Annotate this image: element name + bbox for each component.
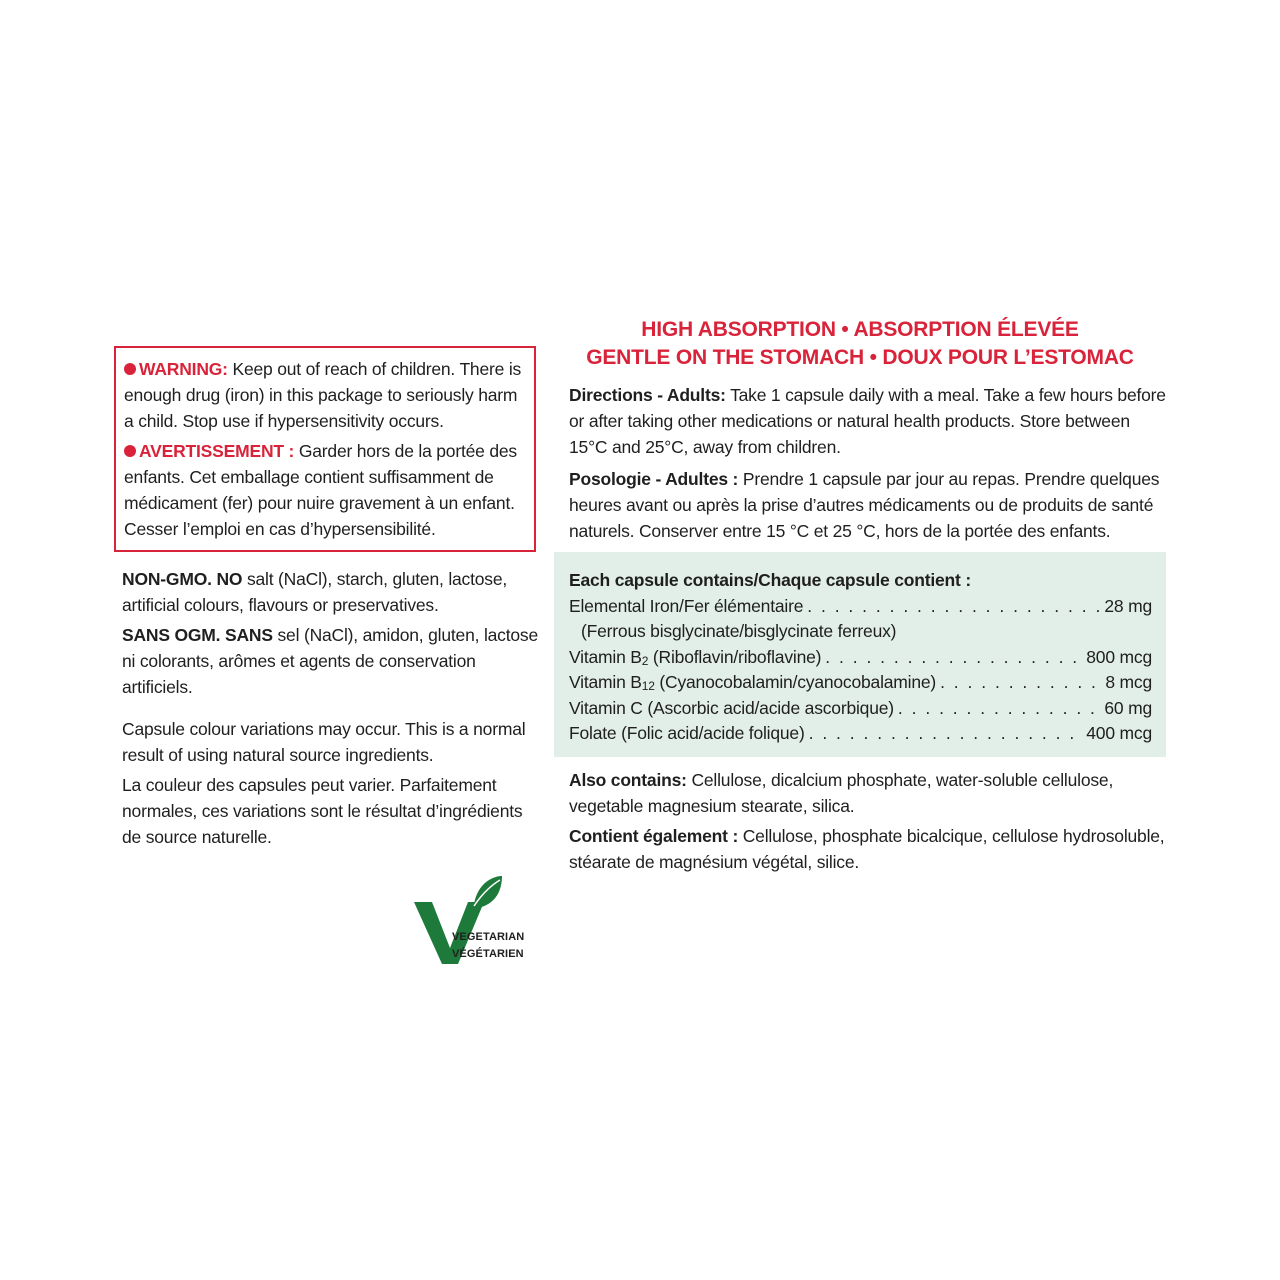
- headline: [554, 316, 1166, 372]
- also-contains-section: [554, 767, 1166, 875]
- non-gmo-section: [114, 566, 538, 700]
- non-gmo-fr: [122, 622, 538, 700]
- warning-fr: [124, 438, 524, 542]
- leader-dots: [809, 721, 1083, 747]
- also-contains-fr-label: Contient également :: [569, 825, 739, 846]
- ingredient-label: Vitamin $B_{12}$ (Cyanocobalamin/cyanocobalamine): [569, 672, 937, 693]
- non-gmo-en: [122, 566, 538, 618]
- headline-line2: GENTLE ON THE STOMACH • DOUX POUR L’ESTOMAC: [586, 346, 1134, 369]
- warning-fr-label: AVERTISSEMENT :: [139, 441, 295, 461]
- warning-dot-icon: [124, 363, 136, 375]
- non-gmo-fr-label: SANS OGM. SANS: [122, 625, 273, 645]
- leader-dots: [940, 670, 1101, 696]
- right-column: [554, 316, 1166, 875]
- vegetarian-label: [452, 929, 524, 963]
- directions-en: [569, 382, 1166, 460]
- leader-dots: [898, 696, 1100, 722]
- warning-fr-text: Garder hors de la portée des enfants. Cet emballage contient suffisamment de médicament (fer) pour nuire gravement à un enfant. Cesser l’emploi en cas d’hypersensibilité.: [124, 441, 517, 539]
- leader-dots: [807, 594, 1100, 620]
- ingredient-row-b12: [569, 670, 1152, 696]
- warning-en-text: Keep out of reach of children. There is enough drug (iron) in this package to seriously harm a child. Stop use if hypersensitivity occurs.: [124, 359, 522, 431]
- ingredient-value: 60 mg: [1104, 697, 1152, 718]
- warning-dot-icon: [124, 445, 136, 457]
- ingredient-label: Vitamin C (Ascorbic acid/acide ascorbique): [569, 697, 894, 718]
- ingredient-row-iron: [569, 594, 1152, 620]
- ingredient-label: Folate (Folic acid/acide folique): [569, 723, 805, 743]
- ingredient-value: 400 mcg: [1086, 723, 1152, 743]
- vegetarian-en: VEGETARIAN: [452, 931, 525, 943]
- ingredient-iron-source: (Ferrous bisglycinate/bisglycinate ferreux): [581, 621, 897, 641]
- directions-en-label: Directions - Adults:: [569, 385, 726, 405]
- headline-line1: HIGH ABSORPTION • ABSORPTION ÉLEVÉE: [641, 318, 1079, 341]
- non-gmo-fr-text: sel (NaCl), amidon, gluten, lactose ni colorants, arômes et agents de conservation artificiels.: [122, 625, 538, 697]
- ingredient-label: Vitamin $B_2$ (Riboflavin/riboflavine): [569, 646, 822, 668]
- directions-fr: [569, 466, 1166, 544]
- leader-dots: [825, 645, 1082, 671]
- warning-box: [114, 346, 536, 552]
- also-contains-fr: [569, 823, 1166, 875]
- warning-en: [124, 356, 524, 434]
- non-gmo-en-label: NON-GMO. NO: [122, 569, 243, 589]
- ingredient-label: Elemental Iron/Fer élémentaire: [569, 595, 804, 616]
- ingredient-row-vitamin-c: [569, 696, 1152, 722]
- also-contains-en-label: Also contains:: [569, 769, 687, 790]
- directions-en-text: Take 1 capsule daily with a meal. Take a few hours before or after taking other medications or natural health products. Store between 15°C and 25°C, away from children.: [569, 385, 1166, 457]
- ingredient-value: 800 mcg: [1086, 646, 1152, 667]
- also-contains-en: [569, 767, 1166, 819]
- ingredient-value: 28 mg: [1104, 595, 1152, 616]
- capsule-colour-note: [114, 716, 538, 850]
- capsule-note-en: Capsule colour variations may occur. This is a normal result of using natural source ingredients.: [122, 719, 526, 765]
- vegetarian-fr: VÉGÉTARIEN: [452, 948, 524, 960]
- also-contains-en-text: Cellulose, dicalcium phosphate, water-soluble cellulose, vegetable magnesium stearate, silica.: [569, 769, 1114, 816]
- directions-fr-text: Prendre 1 capsule par jour au repas. Prendre quelques heures avant ou après la prise d’autres médicaments ou de produits de santé naturels. Conserver entre 15 °C et 25 °C, hors de la portée des enfants.: [569, 469, 1160, 541]
- directions-fr-label: Posologie - Adultes :: [569, 469, 739, 489]
- ingredient-row-b2: [569, 645, 1152, 671]
- ingredients-heading: Each capsule contains/Chaque capsule contient :: [569, 570, 971, 590]
- directions-section: [554, 382, 1166, 544]
- capsule-note-fr: La couleur des capsules peut varier. Parfaitement normales, ces variations sont le résultat d’ingrédients de source naturelle.: [122, 775, 523, 847]
- warning-en-label: WARNING:: [139, 359, 228, 379]
- non-gmo-en-text: salt (NaCl), starch, gluten, lactose, artificial colours, flavours or preservatives.: [122, 569, 508, 615]
- ingredients-panel: [554, 552, 1166, 757]
- also-contains-fr-text: Cellulose, phosphate bicalcique, cellulose hydrosoluble, stéarate de magnésium végétal, silice.: [569, 825, 1165, 872]
- ingredient-row-folate: [569, 721, 1152, 747]
- left-column: [114, 346, 538, 850]
- ingredient-value: 8 mcg: [1105, 672, 1152, 692]
